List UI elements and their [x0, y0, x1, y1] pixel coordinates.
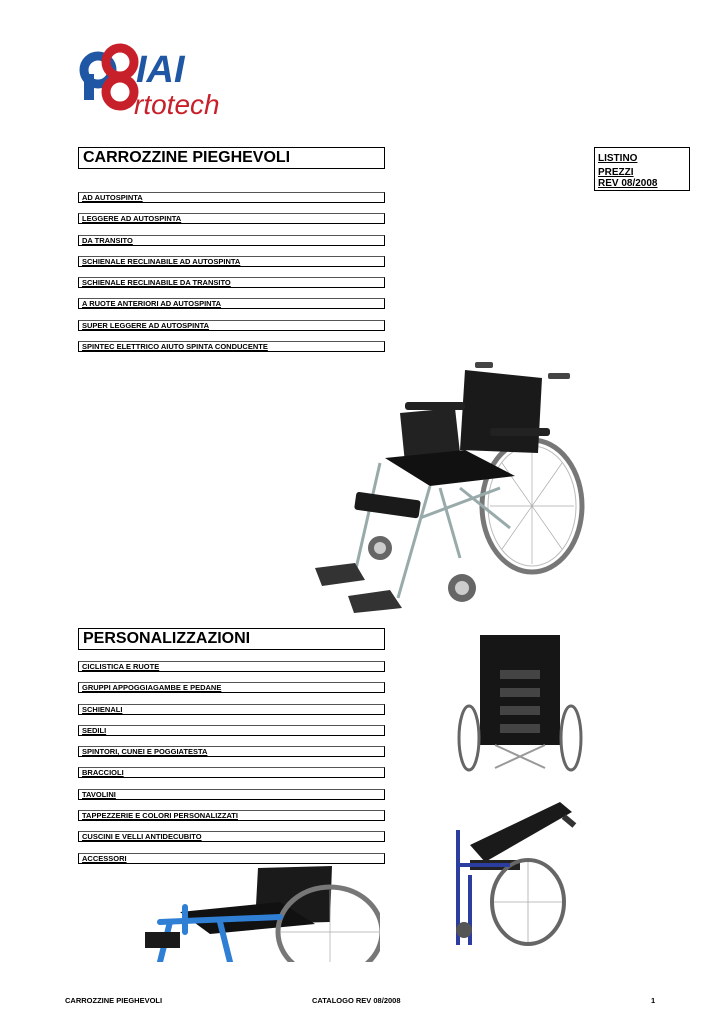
footer-title: CARROZZINE PIEGHEVOLI [65, 996, 163, 1005]
chairs-link-6[interactable]: SUPER LEGGERE AD AUTOSPINTA [78, 320, 385, 331]
custom-link-7[interactable]: TAPPEZZERIE E COLORI PERSONALIZZATI [78, 810, 385, 821]
custom-link-0[interactable]: CICLISTICA E RUOTE [78, 661, 385, 672]
custom-link-2[interactable]: SCHIENALI [78, 704, 385, 715]
wheelchair-photo [310, 358, 590, 620]
svg-text:rtotech: rtotech [134, 89, 220, 120]
footer-page-number: 1 [651, 996, 656, 1005]
custom-link-3[interactable]: SEDILI [78, 725, 385, 736]
custom-link-4[interactable]: SPINTORI, CUNEI E POGGIATESTA [78, 746, 385, 757]
backrest-photo [455, 630, 585, 772]
chairs-link-0[interactable]: AD AUTOSPINTA [78, 192, 385, 203]
custom-link-6[interactable]: TAVOLINI [78, 789, 385, 800]
chairs-link-3[interactable]: SCHIENALE RECLINABILE AD AUTOSPINTA [78, 256, 385, 267]
lightweight-chair-photo [140, 862, 380, 962]
chairs-link-2[interactable]: DA TRANSITO [78, 235, 385, 246]
chairs-link-7[interactable]: SPINTEC ELETTRICO AIUTO SPINTA CONDUCENTE [78, 341, 385, 352]
custom-link-9[interactable]: ACCESSORI [78, 853, 385, 864]
company-logo [76, 40, 256, 122]
svg-text:IAI: IAI [136, 49, 185, 91]
section-title-custom: PERSONALIZZAZIONI [78, 628, 385, 650]
chairs-link-1[interactable]: LEGGERE AD AUTOSPINTA [78, 213, 385, 224]
section-title-chairs: CARROZZINE PIEGHEVOLI [78, 147, 385, 169]
reclining-chair-photo [450, 790, 580, 948]
listino-line-2: PREZZI [598, 167, 634, 178]
footer-catalog: CATALOGO REV 08/2008 [312, 996, 401, 1005]
price-list-box [594, 147, 690, 191]
chairs-link-5[interactable]: A RUOTE ANTERIORI AD AUTOSPINTA [78, 298, 385, 309]
custom-link-8[interactable]: CUSCINI E VELLI ANTIDECUBITO [78, 831, 385, 842]
chairs-link-4[interactable]: SCHIENALE RECLINABILE DA TRANSITO [78, 277, 385, 288]
listino-line-1: LISTINO [598, 153, 638, 164]
custom-link-1[interactable]: GRUPPI APPOGGIAGAMBE E PEDANE [78, 682, 385, 693]
custom-link-5[interactable]: BRACCIOLI [78, 767, 385, 778]
listino-line-3: REV 08/2008 [598, 178, 658, 189]
